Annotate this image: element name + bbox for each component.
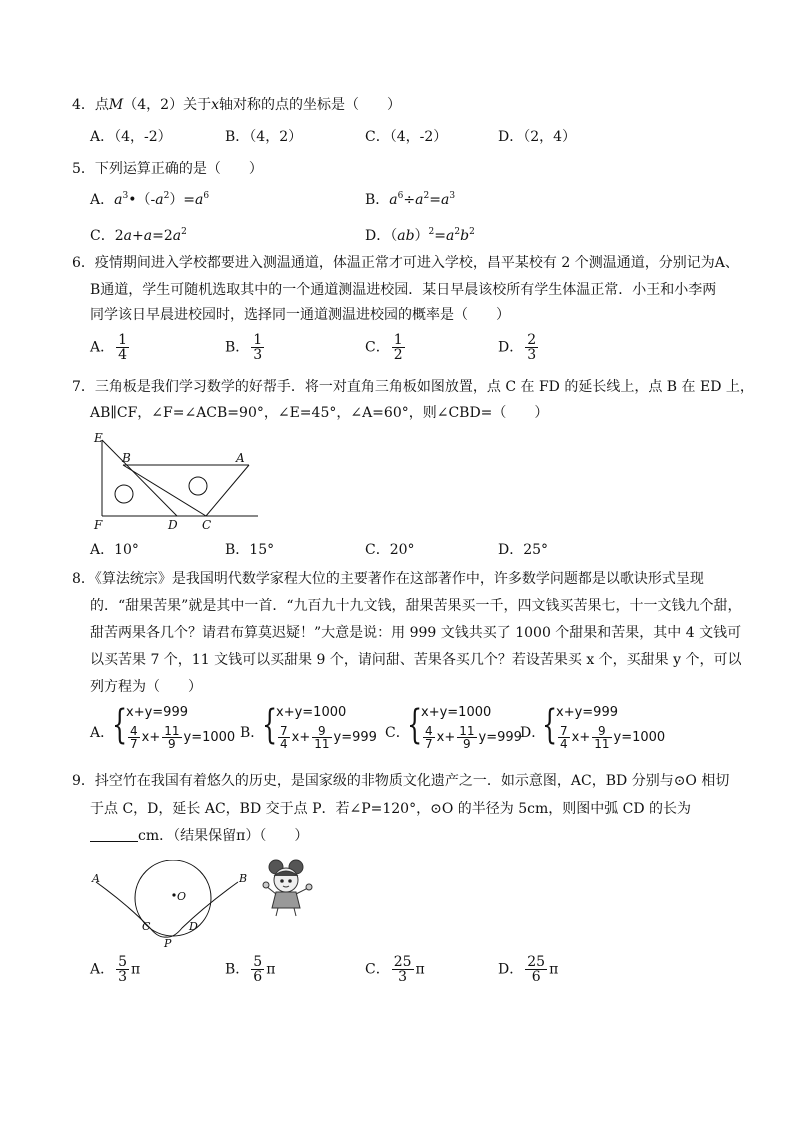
q7-line-2: AB∥CF，∠F=∠ACB=90°，∠E=45°，∠A=60°，则∠CBD=（ ） (90, 405, 549, 421)
fraction: $\frac{25}{6}$ (527, 954, 546, 985)
equation-2: $\frac{4}{7}$ x+ $\frac{11}{9}$ y=999 (425, 724, 522, 751)
q9-option-b[interactable]: B． $\frac{5}{6}$ π (225, 954, 276, 985)
child-playing-diabolo-illustration (260, 858, 318, 918)
q7-line-1: 7．三角板是我们学习数学的好帮手．将一对直角三角板如图放置，点 C 在 FD 的延长线上，点 B 在 ED 上， (72, 379, 754, 395)
q6-option-c[interactable] (365, 333, 407, 362)
q9-option-d[interactable]: D． $\frac{25}{6}$ π (498, 954, 559, 985)
q5-option-d[interactable]: D．$(ab)^2=a^2b^2$ (365, 227, 475, 244)
q9-line-2: 于点 C，D，延长 AC，BD 交于点 P．若∠P=120°，⊙O 的半径为 5cm，则图中弧 CD 的长为 (90, 801, 692, 817)
q9-option-c[interactable]: C． $\frac{25}{3}$ π (365, 954, 425, 985)
equation-2: $\frac{7}{4}$ x+ $\frac{9}{11}$ y=999 (280, 724, 377, 751)
q4-option-d[interactable]: D．（2，4） (498, 129, 577, 145)
fraction: $\frac{9}{11}$ (314, 724, 330, 751)
brace-icon: { (542, 702, 558, 748)
q6-line-1: 6．疫情期间进入学校都要进入测温通道，体温正常才可进入学校，昌平某校有 2 个测温通道，分别记为A、 (72, 255, 739, 271)
fraction: $\frac{25}{3}$ (393, 954, 412, 985)
q8-option-b-system[interactable] (262, 702, 382, 751)
label-F: F (94, 518, 103, 532)
q4-point-M: M (108, 97, 124, 113)
q4-stem (72, 95, 401, 115)
q7-option-b[interactable]: B．15° (225, 542, 275, 558)
q5-option-b[interactable]: B．$a^6\div a^2=a^3$ (365, 191, 456, 208)
q8-option-d-system[interactable] (542, 702, 672, 751)
q8-line-3: 甜苦两果各几个？请君布算莫迟疑！”大意是说：用 999 文钱共买了 1000 个甜果和苦果，其中 4 文钱可 (90, 625, 742, 641)
fraction: $\frac{5}{3}$ (118, 954, 128, 985)
q5-option-c[interactable]: C．$2a+a=2a^2$ (90, 227, 187, 244)
fraction: $\frac{2}{3}$ (527, 332, 537, 363)
label-A: A (236, 451, 245, 465)
q5-stem: 5．下列运算正确的是（ ） (72, 161, 263, 177)
q8-line-1: 8．《算法统宗》是我国明代数学家程大位的主要著作在这部著作中，许多数学问题都是以歌诀形式呈现 (72, 571, 704, 587)
q9-option-c-label: C． (365, 961, 390, 978)
q8-option-c-label[interactable]: C． (385, 725, 410, 741)
q9-line-3 (90, 826, 308, 846)
q8-line-5: 列方程为（ ） (90, 679, 202, 695)
label-B: B (239, 872, 248, 885)
equation-1: x+y=999 (126, 705, 188, 720)
equation-2: $\frac{4}{7}$ x+ $\frac{11}{9}$ y=1000 (130, 724, 236, 751)
q9-option-b-label: B． (225, 961, 250, 978)
q6-option-d-label: D． (498, 339, 524, 356)
label-D: D (168, 518, 178, 532)
edge-ED (102, 440, 177, 516)
q4-stem-a: 4．点 (72, 97, 109, 113)
q8-option-b-label[interactable]: B． (240, 725, 265, 741)
q4-option-b[interactable]: B．（4，2） (225, 129, 303, 145)
q5-option-a-label: A． (90, 192, 115, 208)
q6-option-c-label: C． (365, 339, 390, 356)
q6-option-b-label: B． (225, 339, 250, 356)
q6-option-d[interactable] (498, 333, 540, 362)
edge-BC (123, 465, 206, 516)
fraction: $\frac{11}{9}$ (164, 724, 180, 751)
q5-option-c-label: C． (90, 228, 115, 244)
q9-diabolo-figure (88, 860, 263, 950)
equation-1: x+y=999 (556, 705, 618, 720)
label-P: P (164, 937, 172, 950)
equation-1: x+y=1000 (276, 705, 347, 720)
q4-option-a[interactable]: A．（4，-2） (90, 129, 172, 145)
q8-option-a-label[interactable]: A． (90, 725, 115, 741)
label-C: C (142, 920, 151, 933)
inner-circle-right (189, 477, 207, 495)
q7-option-d[interactable]: D．25° (498, 542, 549, 558)
q6-option-b[interactable] (225, 333, 266, 362)
q5-option-a[interactable]: A．$a^3•(-a^2)=a^6$ (90, 191, 210, 208)
fraction: $\frac{5}{6}$ (253, 954, 263, 985)
brace-icon: { (407, 702, 423, 748)
label-A: A (92, 872, 100, 885)
q7-option-c[interactable]: C．20° (365, 542, 415, 558)
q9-option-a-label: A． (90, 961, 115, 978)
q4-stem-b: （4，2）关于 (123, 97, 212, 113)
fraction: $\frac{4}{7}$ (425, 724, 433, 751)
q4-stem-c: 轴对称的点的坐标是（ ） (219, 97, 401, 113)
fraction: $\frac{9}{11}$ (594, 724, 610, 751)
fraction: $\frac{7}{4}$ (280, 724, 288, 751)
q5-option-d-label: D． (365, 228, 391, 244)
fraction: $\frac{7}{4}$ (560, 724, 568, 751)
center-point (172, 893, 175, 896)
inner-circle-left (115, 485, 133, 503)
q4-axis-x: x (211, 97, 219, 113)
q6-option-a[interactable] (90, 333, 131, 362)
fraction: $\frac{1}{3}$ (253, 332, 263, 363)
equation-1: x+y=1000 (421, 705, 492, 720)
q6-option-a-label: A． (90, 339, 115, 356)
q4-option-c[interactable]: C．（4，-2） (365, 129, 448, 145)
q9-unit-text: cm．（结果保留π）（ ） (138, 828, 309, 844)
label-E: E (94, 431, 103, 445)
label-O: O (177, 890, 187, 903)
fraction: $\frac{11}{9}$ (459, 724, 475, 751)
q6-line-2: B通道，学生可随机选取其中的一个通道测温进校园．某日早晨该校所有学生体温正常．小王和小李两 (90, 282, 717, 298)
q9-option-a[interactable]: A． $\frac{5}{3}$ π (90, 954, 141, 985)
label-D: D (189, 920, 198, 933)
q8-line-2: 的．“甜果苦果”就是其中一首．“九百九十九文钱，甜果苦果买一千，四文钱买苦果七，十一文钱九个甜， (90, 598, 742, 614)
q9-option-d-label: D． (498, 961, 524, 978)
label-C: C (202, 518, 212, 532)
q8-option-a-system[interactable] (112, 702, 242, 751)
string-path (96, 882, 238, 937)
q5-option-b-label: B． (365, 192, 390, 208)
answer-blank[interactable] (90, 827, 138, 842)
q8-line-4: 以买苦果 7 个，11 文钱可以买甜果 9 个，请问甜、苦果各买几个？若设苦果买 x 个，买甜果 y 个，可以 (90, 652, 742, 668)
fraction: $\frac{1}{4}$ (118, 332, 128, 363)
q7-triangle-figure (88, 430, 268, 535)
fraction: $\frac{1}{2}$ (393, 332, 403, 363)
q7-option-a[interactable]: A．10° (90, 542, 139, 558)
brace-icon: { (262, 702, 278, 748)
q9-line-1: 9．抖空竹在我国有着悠久的历史，是国家级的非物质文化遗产之一．如示意图，AC，BD 分别与⊙O 相切 (72, 773, 730, 789)
q8-option-c-system[interactable] (407, 702, 527, 751)
q8-option-d-label[interactable]: D． (520, 725, 546, 741)
edge-AC (206, 465, 249, 516)
q6-line-3: 同学该日早晨进校园时，选择同一通道测温进校园的概率是（ ） (90, 307, 510, 323)
brace-icon: { (112, 702, 128, 748)
label-B: B (122, 451, 131, 465)
fraction: $\frac{4}{7}$ (130, 724, 138, 751)
equation-2: $\frac{7}{4}$ x+ $\frac{9}{11}$ y=1000 (560, 724, 666, 751)
